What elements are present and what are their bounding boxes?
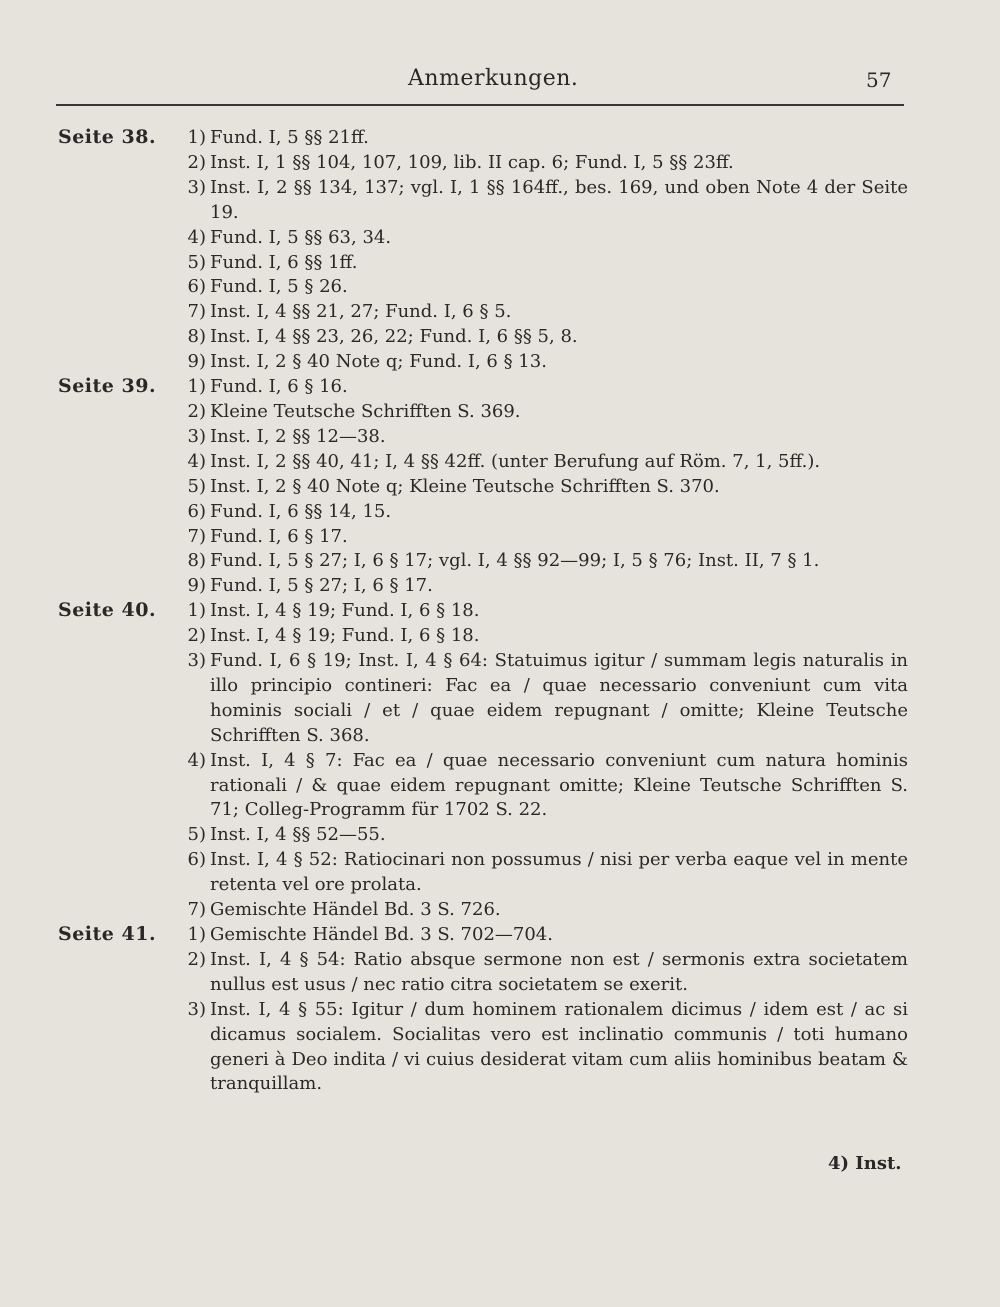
note-item <box>58 275 908 300</box>
section-label: Seite 39. <box>58 375 157 398</box>
note-item <box>58 176 908 226</box>
note-item <box>58 475 908 500</box>
section-seite-41 <box>58 923 908 1097</box>
note-text: Inst. I, 4 § 54: Ratio absque sermone non est / sermonis extra societatem nullus est usus / nec ratio citra societatem se exerit. <box>210 948 908 995</box>
note-item <box>58 151 908 176</box>
note-text: Fund. I, 5 §§ 63, 34. <box>210 226 392 248</box>
note-number: 3) <box>187 650 206 672</box>
note-item <box>58 300 908 325</box>
note-item <box>58 549 908 574</box>
note-item <box>58 848 908 898</box>
note-text: Gemischte Händel Bd. 3 S. 702—704. <box>210 924 553 945</box>
note-number: 1) <box>187 127 206 148</box>
section-label: Seite 41. <box>58 923 157 945</box>
note-text: Fund. I, 6 § 16. <box>210 376 348 398</box>
note-number: 6) <box>187 276 206 298</box>
note-number: 2) <box>187 151 206 173</box>
note-item <box>58 998 908 1098</box>
note-item <box>58 400 908 425</box>
note-number: 8) <box>187 550 206 572</box>
note-text: Inst. I, 4 §§ 21, 27; Fund. I, 6 § 5. <box>210 301 512 323</box>
note-number: 8) <box>187 326 206 348</box>
section-seite-38 <box>58 126 908 375</box>
note-number: 9) <box>187 351 206 373</box>
note-item <box>58 599 908 624</box>
page-number: 57 <box>866 68 892 92</box>
header-rule <box>56 104 904 106</box>
section-seite-39 <box>58 375 908 599</box>
note-text: Inst. I, 4 § 19; Fund. I, 6 § 18. <box>210 625 480 647</box>
note-number: 3) <box>187 425 206 447</box>
note-text: Fund. I, 5 § 27; I, 6 § 17. <box>210 575 433 597</box>
note-number: 1) <box>187 600 206 622</box>
section-seite-40 <box>58 599 908 923</box>
note-number: 4) <box>187 226 206 248</box>
note-text: Inst. I, 4 § 55: Igitur / dum hominem rationalem dicimus / idem est / ac si dicamus socialem. Socialitas vero est inclinatio communis / toti humano generi à Deo indita / vi cuius desiderat vitam cum aliis hominibus beatam & tranquillam. <box>210 998 908 1095</box>
note-item <box>58 126 908 151</box>
note-number: 2) <box>187 625 206 647</box>
note-item <box>58 898 908 923</box>
note-number: 6) <box>187 849 206 871</box>
note-number: 7) <box>187 899 206 921</box>
note-item <box>58 425 908 450</box>
note-item <box>58 649 908 749</box>
note-number: 2) <box>187 948 206 970</box>
note-item <box>58 251 908 276</box>
note-number: 5) <box>187 251 206 273</box>
note-text: Fund. I, 5 §§ 21ff. <box>210 127 369 148</box>
note-text: Inst. I, 1 §§ 104, 107, 109, lib. II cap. 6; Fund. I, 5 §§ 23ff. <box>210 151 734 173</box>
note-item <box>58 574 908 599</box>
note-item <box>58 923 908 948</box>
note-text: Fund. I, 6 § 19; Inst. I, 4 § 64: Statuimus igitur / summam legis naturalis in illo principio contineri: Fac ea / quae necessario conveniunt cum vita hominis sociali / et / quae eidem repugnant / omitte; Kleine Teutsche Schrifften S. 368. <box>210 650 908 746</box>
note-item <box>58 525 908 550</box>
note-text: Inst. I, 2 § 40 Note q; Fund. I, 6 § 13. <box>210 351 547 373</box>
note-text: Fund. I, 5 § 27; I, 6 § 17; vgl. I, 4 §§ 92—99; I, 5 § 76; Inst. II, 7 § 1. <box>210 550 820 572</box>
note-number: 6) <box>187 500 206 522</box>
note-text: Kleine Teutsche Schrifften S. 369. <box>210 400 521 422</box>
note-item <box>58 500 908 525</box>
running-head <box>0 66 1000 102</box>
section-label: Seite 38. <box>58 126 157 148</box>
catchword: 4) Inst. <box>828 1153 902 1174</box>
note-item <box>58 226 908 251</box>
note-text: Fund. I, 6 §§ 14, 15. <box>210 500 392 522</box>
note-text: Gemischte Händel Bd. 3 S. 726. <box>210 899 501 921</box>
note-number: 3) <box>187 176 206 198</box>
note-number: 1) <box>187 924 206 945</box>
note-text: Fund. I, 6 §§ 1ff. <box>210 251 358 273</box>
note-item <box>58 325 908 350</box>
note-number: 5) <box>187 475 206 497</box>
note-number: 9) <box>187 575 206 597</box>
note-number: 4) <box>187 749 206 771</box>
note-number: 7) <box>187 525 206 547</box>
note-item <box>58 948 908 998</box>
note-text: Inst. I, 4 §§ 52—55. <box>210 824 386 846</box>
note-item <box>58 823 908 848</box>
note-text: Inst. I, 2 §§ 134, 137; vgl. I, 1 §§ 164ff., bes. 169, und oben Note 4 der Seite 19. <box>210 176 908 223</box>
notes-body <box>58 126 908 1097</box>
note-text: Inst. I, 4 § 52: Ratiocinari non possumus / nisi per verba eaque vel in mente retenta vel ore prolata. <box>210 849 908 896</box>
note-text: Inst. I, 2 § 40 Note q; Kleine Teutsche Schrifften S. 370. <box>210 475 720 497</box>
note-text: Inst. I, 2 §§ 12—38. <box>210 425 386 447</box>
note-number: 3) <box>187 998 206 1020</box>
note-item <box>58 450 908 475</box>
note-item <box>58 375 908 400</box>
note-number: 5) <box>187 824 206 846</box>
note-text: Fund. I, 5 § 26. <box>210 276 348 298</box>
note-number: 1) <box>187 376 206 398</box>
note-text: Fund. I, 6 § 17. <box>210 525 348 547</box>
section-label: Seite 40. <box>58 599 157 622</box>
note-number: 4) <box>187 450 206 472</box>
running-title: Anmerkungen. <box>408 66 579 91</box>
note-text: Inst. I, 4 §§ 23, 26, 22; Fund. I, 6 §§ 5, 8. <box>210 326 578 348</box>
note-item <box>58 749 908 824</box>
note-text: Inst. I, 2 §§ 40, 41; I, 4 §§ 42ff. (unter Berufung auf Röm. 7, 1, 5ff.). <box>210 450 821 472</box>
note-item <box>58 350 908 375</box>
note-text: Inst. I, 4 § 19; Fund. I, 6 § 18. <box>210 600 480 622</box>
note-number: 2) <box>187 400 206 422</box>
note-number: 7) <box>187 301 206 323</box>
note-item <box>58 624 908 649</box>
note-text: Inst. I, 4 § 7: Fac ea / quae necessario conveniunt cum natura hominis rationali / & quae eidem repugnant omitte; Kleine Teutsche Schrifften S. 71; Colleg-Programm für 1702 S. 22. <box>210 749 908 821</box>
